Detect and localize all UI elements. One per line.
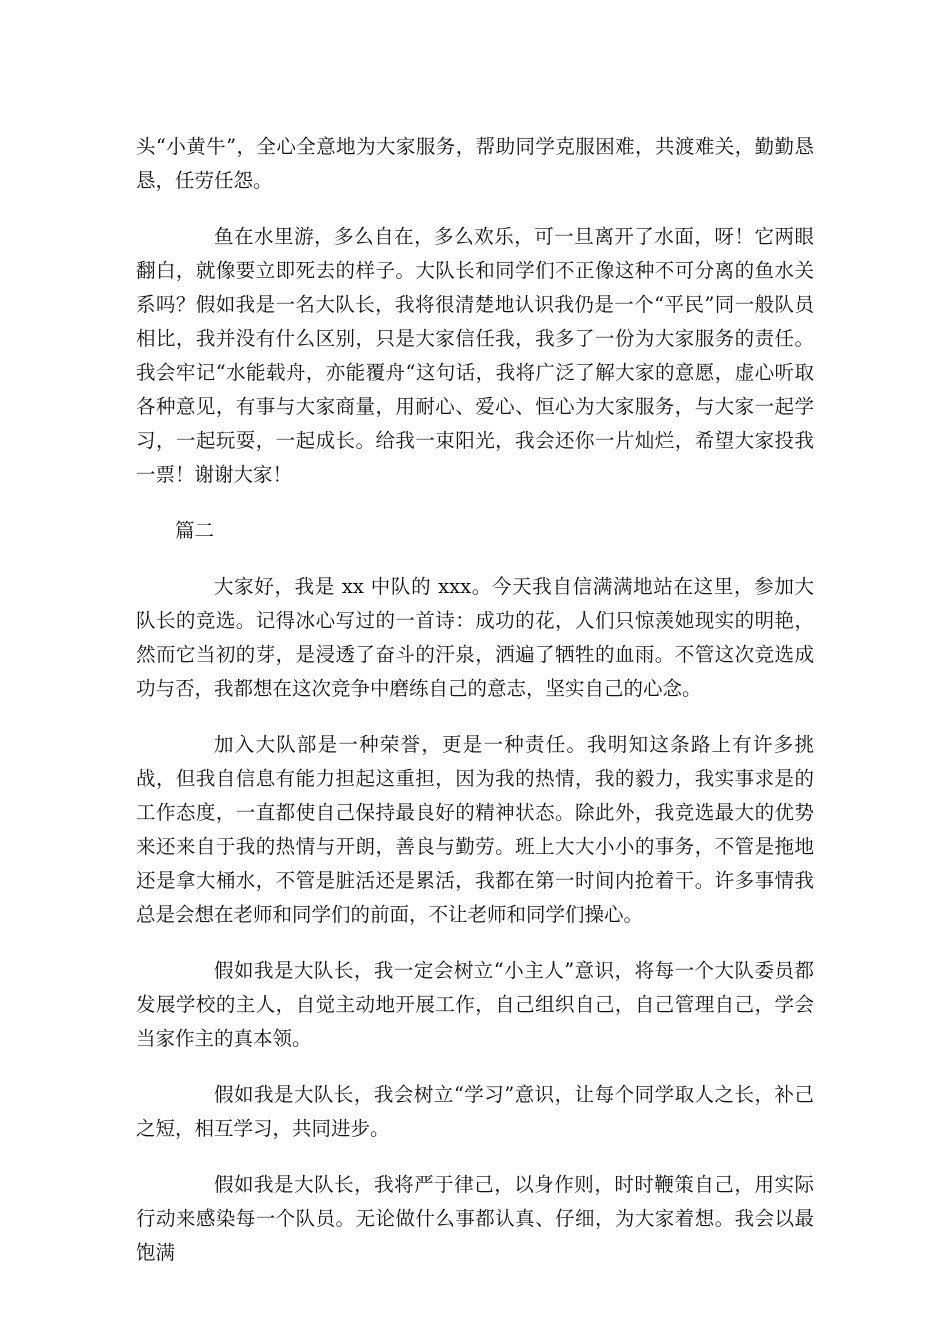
paragraph-continuation: 头“小黄牛”，全心全意地为大家服务，帮助同学克服困难，共渡难关，勤勤恳恳，任劳任怨。 (136, 135, 814, 192)
paragraph-fish-water: 鱼在水里游，多么自在，多么欢乐，可一旦离开了水面，呀！它两眼翻白，就像要立即死去的样子。大队长和同学们不正像这种不可分离的鱼水关系吗？假如我是一名大队长，我将很清楚地认识我仍是一个“平民”同一般队员相比，我并没有什么区别，只是大家信任我，我多了一份为大家服务的责任。我会牢记“水能载舟，亦能覆舟“这句话，我将广泛了解大家的意愿，虚心听取各种意见，有事与大家商量，用耐心、爱心、恒心为大家服务，与大家一起学习，一起玩耍，一起成长。给我一束阳光，我会还你一片灿烂，希望大家投我一票！谢谢大家！ (136, 225, 814, 486)
paragraph-greeting: 大家好，我是 xx 中队的 xxx。今天我自信满满地站在这里，参加大队长的竞选。记得冰心写过的一首诗：成功的花，人们只惊羡她现实的明艳，然而它当初的芽，是浸透了奋斗的汗泉，洒遍了牺牲的血雨。不管这次竞选成功与否，我都想在这次竞争中磨练自己的意志，坚实自己的心念。 (136, 575, 814, 700)
paragraph-honor-responsibility: 加入大队部是一种荣誉，更是一种责任。我明知这条路上有许多挑战，但我自信息有能力担起这重担，因为我的热情，我的毅力，我实事求是的工作态度，一直都使自己保持最良好的精神状态。除此外，我竞选最大的优势来还来自于我的热情与开朗，善良与勤劳。班上大大小小的事务，不管是拖地还是拿大桶水，不管是脏活还是累活，我都在第一时间内抢着干。许多事情我总是会想在老师和同学们的前面，不让老师和同学们操心。 (136, 733, 814, 926)
document-body (136, 130, 814, 1292)
paragraph-self-discipline: 假如我是大队长，我将严于律己，以身作则，时时鞭策自己，用实际行动来感染每一个队员。无论做什么事都认真、仔细，为大家着想。我会以最饱满 (136, 1173, 814, 1264)
section-heading-part-two: 篇二 (175, 519, 215, 542)
paragraph-learning: 假如我是大队长，我会树立“学习”意识，让每个同学取人之长，补己之短，相互学习，共同进步。 (136, 1083, 814, 1140)
paragraph-little-master: 假如我是大队长，我一定会树立“小主人”意识，将每一个大队委员都发展学校的主人，自觉主动地开展工作，自己组织自己，自己管理自己，学会当家作主的真本领。 (136, 959, 814, 1050)
